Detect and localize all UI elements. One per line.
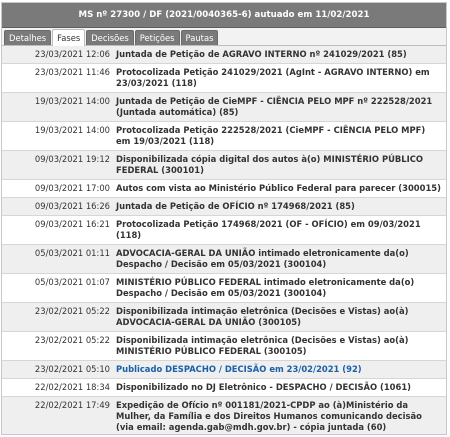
phase-description: Juntada de Petição de AGRAVO INTERNO nº 241029/2021 (85) xyxy=(116,49,407,59)
phase-description: Protocolizada Petição 222528/2021 (CieMPF - CIÊNCIA PELO MPF) em 19/03/2021 (118) xyxy=(116,125,426,146)
phase-row xyxy=(2,122,446,151)
phase-date: 23/02/2021 05:22 xyxy=(34,306,110,316)
phases-list xyxy=(2,46,446,435)
tab-detalhes[interactable]: Detalhes xyxy=(4,30,51,45)
phase-row xyxy=(2,93,446,122)
phase-description: ADVOCACIA-GERAL DA UNIÃO intimado eletronicamente da(o) Despacho / Decisão em 05/03/2021 (300104) xyxy=(116,248,409,269)
phase-date: 09/03/2021 17:00 xyxy=(34,183,110,193)
tab-fases[interactable]: Fases xyxy=(52,29,85,46)
phase-row xyxy=(2,198,446,216)
process-title: MS nº 27300 / DF (2021/0040365-6) autuado em 11/02/2021 xyxy=(2,3,446,28)
phase-row xyxy=(2,274,446,303)
phase-date: 09/03/2021 19:12 xyxy=(34,154,110,164)
tab-peticoes[interactable]: Petições xyxy=(135,30,180,45)
tab-decisoes[interactable]: Decisões xyxy=(86,30,134,45)
phase-date: 19/03/2021 14:00 xyxy=(34,125,110,135)
phase-row xyxy=(2,151,446,180)
phase-row xyxy=(2,332,446,361)
phase-description: MINISTÉRIO PÚBLICO FEDERAL intimado eletronicamente da(o) Despacho / Decisão em 05/03/2021 (300104) xyxy=(116,277,415,298)
phase-description: Expedição de Ofício nº 001181/2021-CPDP ao (à)Ministério da Mulher, da Família e dos Direitos Humanos comunicando decisão (via email: agenda.gab@mdh.gov.br) - cópia juntada (60) xyxy=(116,400,422,432)
phase-description: Protocolizada Petição 241029/2021 (AgInt - AGRAVO INTERNO) em 23/03/2021 (118) xyxy=(116,67,430,88)
phase-row xyxy=(2,379,446,397)
tab-pautas[interactable]: Pautas xyxy=(181,30,219,45)
phase-description: Disponibilizada intimação eletrônica (Decisões e Vistas) ao(à) ADVOCACIA-GERAL DA UNIÃO (300105) xyxy=(116,306,409,327)
phase-description: Juntada de Petição de CieMPF - CIÊNCIA PELO MPF nº 222528/2021 (Juntada automática) (85) xyxy=(116,96,433,117)
phase-row xyxy=(2,180,446,198)
phase-date: 22/02/2021 18:34 xyxy=(34,382,110,392)
phase-row xyxy=(2,303,446,332)
phase-description: Disponibilizada cópia digital dos autos à(o) MINISTÉRIO PÚBLICO FEDERAL (300101) xyxy=(116,154,423,175)
phase-date: 19/03/2021 14:00 xyxy=(34,96,110,106)
phase-date: 22/02/2021 17:49 xyxy=(34,400,110,410)
process-panel xyxy=(1,2,447,435)
phase-row xyxy=(2,216,446,245)
phase-description: Protocolizada Petição 174968/2021 (OF - OFÍCIO) em 09/03/2021 (118) xyxy=(116,219,421,240)
phase-description: Juntada de Petição de OFÍCIO nº 174968/2021 (85) xyxy=(116,201,355,211)
phase-row xyxy=(2,46,446,64)
phase-date: 23/02/2021 05:10 xyxy=(34,364,110,374)
phase-date: 23/03/2021 12:06 xyxy=(34,49,110,59)
phase-date: 09/03/2021 16:21 xyxy=(34,219,110,229)
phase-row xyxy=(2,361,446,379)
phase-date: 23/03/2021 11:46 xyxy=(34,67,110,77)
publication-link[interactable]: Publicado DESPACHO / DECISÃO em 23/02/2021 (92) xyxy=(116,364,362,374)
phase-description: Disponibilizado no DJ Eletrônico - DESPACHO / DECISÃO (1061) xyxy=(116,382,411,392)
phase-row xyxy=(2,397,446,435)
phase-description: Disponibilizada intimação eletrônica (Decisões e Vistas) ao(à) MINISTÉRIO PÚBLICO FEDERAL (300105) xyxy=(116,335,409,356)
phase-row xyxy=(2,64,446,93)
tab-bar xyxy=(2,28,446,46)
phase-row xyxy=(2,245,446,274)
phase-description: Autos com vista ao Ministério Público Federal para parecer (300015) xyxy=(116,183,441,193)
phase-date: 23/02/2021 05:22 xyxy=(34,335,110,345)
phase-date: 09/03/2021 16:26 xyxy=(34,201,110,211)
phase-date: 05/03/2021 01:11 xyxy=(34,248,110,258)
phase-date: 05/03/2021 01:07 xyxy=(34,277,110,287)
